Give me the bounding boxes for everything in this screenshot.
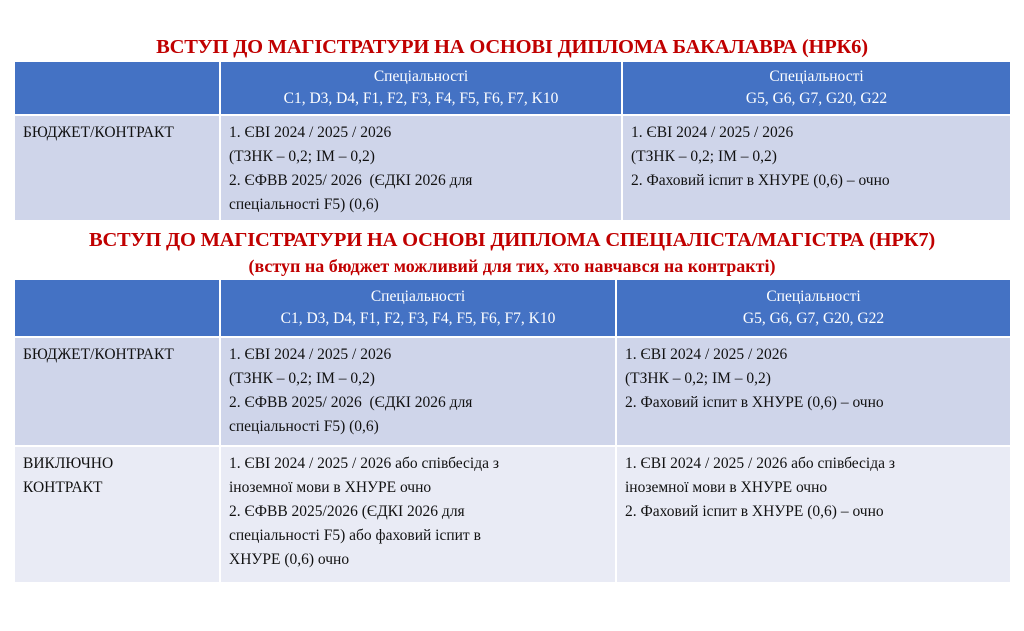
header-specialties-group-1	[220, 280, 616, 337]
requirement-line: 2. Фаховий іспит в ХНУРЕ (0,6) – очно	[631, 172, 890, 189]
requirement-line: 1. ЄВІ 2024 / 2025 / 2026	[229, 346, 392, 363]
requirement-line: спеціальності F5) (0,6)	[229, 196, 379, 213]
header-codes: G5, G6, G7, G20, G22	[745, 90, 888, 107]
requirement-line: 1. ЄВІ 2024 / 2025 / 2026 або співбесіда з	[229, 455, 499, 472]
requirement-line: (ТЗНК – 0,2; ІМ – 0,2)	[631, 148, 777, 165]
header-empty-cell	[15, 280, 220, 337]
requirement-line: іноземної мови в ХНУРЕ очно	[625, 479, 828, 496]
requirement-line: спеціальності F5) або фаховий іспит в	[229, 527, 481, 544]
section2-subtitle: (вступ на бюджет можливий для тих, хто навчався на контракті)	[248, 256, 776, 276]
requirements-group-2	[616, 446, 1010, 583]
requirements-group-1	[220, 446, 616, 583]
table-header-row	[15, 62, 1010, 115]
requirement-line: ХНУРЕ (0,6) очно	[229, 551, 350, 568]
requirements-group-2	[616, 337, 1010, 446]
requirements-group-2	[622, 115, 1010, 221]
requirement-line: 1. ЄВІ 2024 / 2025 / 2026	[625, 346, 788, 363]
requirement-line: (ТЗНК – 0,2; ІМ – 0,2)	[229, 148, 375, 165]
header-specialties-group-2	[622, 62, 1010, 115]
requirement-line: 1. ЄВІ 2024 / 2025 / 2026	[229, 124, 392, 141]
requirement-line: 2. ЄФВВ 2025/2026 (ЄДКІ 2026 для	[229, 503, 465, 520]
requirement-line: 1. ЄВІ 2024 / 2025 / 2026 або співбесіда з	[625, 455, 895, 472]
row-label-text: КОНТРАКТ	[23, 479, 103, 496]
section1-title: ВСТУП ДО МАГІСТРАТУРИ НА ОСНОВІ ДИПЛОМА БАКАЛАВРА (НРК6)	[156, 36, 868, 58]
header-empty-cell	[15, 62, 220, 115]
row-label-text: БЮДЖЕТ/КОНТРАКТ	[23, 346, 174, 363]
requirements-group-1	[220, 115, 622, 221]
requirement-line: (ТЗНК – 0,2; ІМ – 0,2)	[229, 370, 375, 387]
header-codes: C1, D3, D4, F1, F2, F3, F4, F5, F6, F7, K10	[280, 310, 556, 327]
header-codes: G5, G6, G7, G20, G22	[742, 310, 885, 327]
row-label	[15, 446, 220, 583]
requirement-line: спеціальності F5) (0,6)	[229, 418, 379, 435]
table-row-contract-only	[15, 446, 1010, 583]
requirements-group-1	[220, 337, 616, 446]
header-codes: C1, D3, D4, F1, F2, F3, F4, F5, F6, F7, K10	[283, 90, 559, 107]
requirement-line: 2. Фаховий іспит в ХНУРЕ (0,6) – очно	[625, 394, 884, 411]
table-header-row	[15, 280, 1010, 337]
table-row-budget-contract	[15, 115, 1010, 221]
row-label	[15, 115, 220, 221]
requirement-line: 2. ЄФВВ 2025/ 2026 (ЄДКІ 2026 для	[229, 394, 473, 411]
nrk7-admission-table	[15, 280, 1010, 584]
header-label: Спеціальності	[766, 288, 861, 305]
requirement-line: 2. Фаховий іспит в ХНУРЕ (0,6) – очно	[625, 503, 884, 520]
header-specialties-group-1	[220, 62, 622, 115]
requirement-line: іноземної мови в ХНУРЕ очно	[229, 479, 432, 496]
nrk6-admission-table	[15, 62, 1010, 222]
requirement-line: 2. ЄФВВ 2025/ 2026 (ЄДКІ 2026 для	[229, 172, 473, 189]
row-label	[15, 337, 220, 446]
header-label: Спеціальності	[373, 68, 469, 85]
requirement-line: (ТЗНК – 0,2; ІМ – 0,2)	[625, 370, 771, 387]
table-row-budget-contract	[15, 337, 1010, 446]
row-label-text: БЮДЖЕТ/КОНТРАКТ	[23, 124, 174, 141]
section2-title: ВСТУП ДО МАГІСТРАТУРИ НА ОСНОВІ ДИПЛОМА СПЕЦІАЛІСТА/МАГІСТРА (НРК7)	[88, 229, 936, 251]
requirement-line: 1. ЄВІ 2024 / 2025 / 2026	[631, 124, 794, 141]
row-label-text: ВИКЛЮЧНО	[23, 455, 114, 472]
header-label: Спеціальності	[370, 288, 466, 305]
header-label: Спеціальності	[769, 68, 864, 85]
header-specialties-group-2	[616, 280, 1010, 337]
